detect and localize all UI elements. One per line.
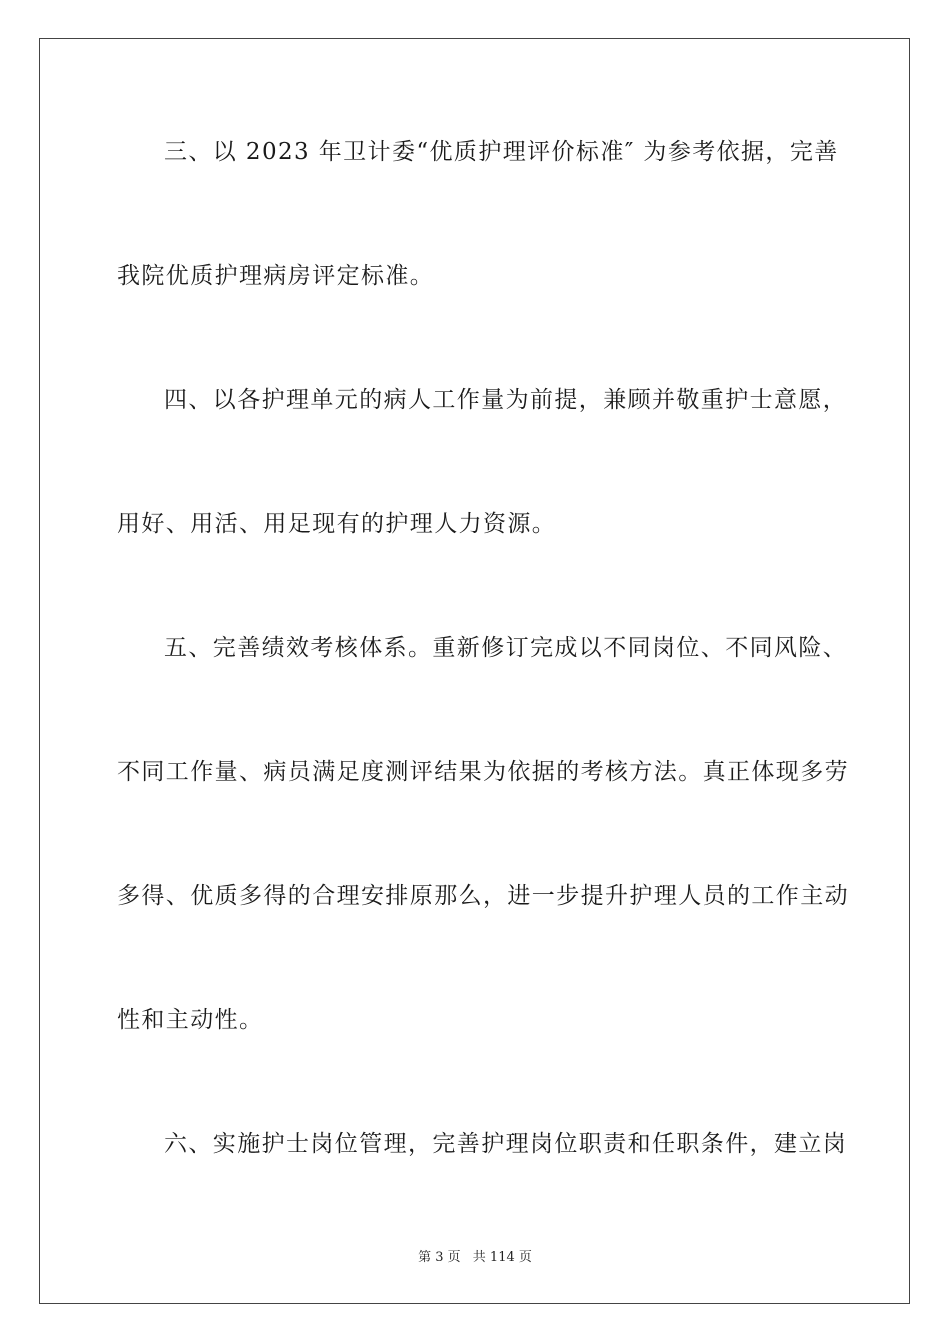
page-total: 共 114 页 <box>472 1250 532 1265</box>
paragraph-line: 三、以 2023 年卫计委“优质护理评价标准″ 为参考依据，完善 <box>164 139 839 165</box>
paragraph-line: 我院优质护理病房评定标准。 <box>117 263 435 289</box>
paragraph-line: 用好、用活、用足现有的护理人力资源。 <box>117 511 557 537</box>
page-footer <box>0 1246 950 1265</box>
paragraph-line: 不同工作量、病员满足度测评结果为依据的考核方法。真正体现多劳 <box>117 759 849 785</box>
page-number: 第 3 页 <box>418 1250 461 1265</box>
page-frame <box>39 38 910 1304</box>
paragraph-line: 性和主动性。 <box>117 1007 264 1033</box>
paragraph-line: 四、以各护理单元的病人工作量为前提，兼顾并敬重护士意愿， <box>164 387 848 413</box>
paragraph-line: 五、完善绩效考核体系。重新修订完成以不同岗位、不同风险、 <box>164 635 848 661</box>
paragraph-line: 多得、优质多得的合理安排原那么，进一步提升护理人员的工作主动 <box>117 883 849 909</box>
paragraph-line: 六、实施护士岗位管理，完善护理岗位职责和任职条件，建立岗 <box>164 1131 848 1157</box>
